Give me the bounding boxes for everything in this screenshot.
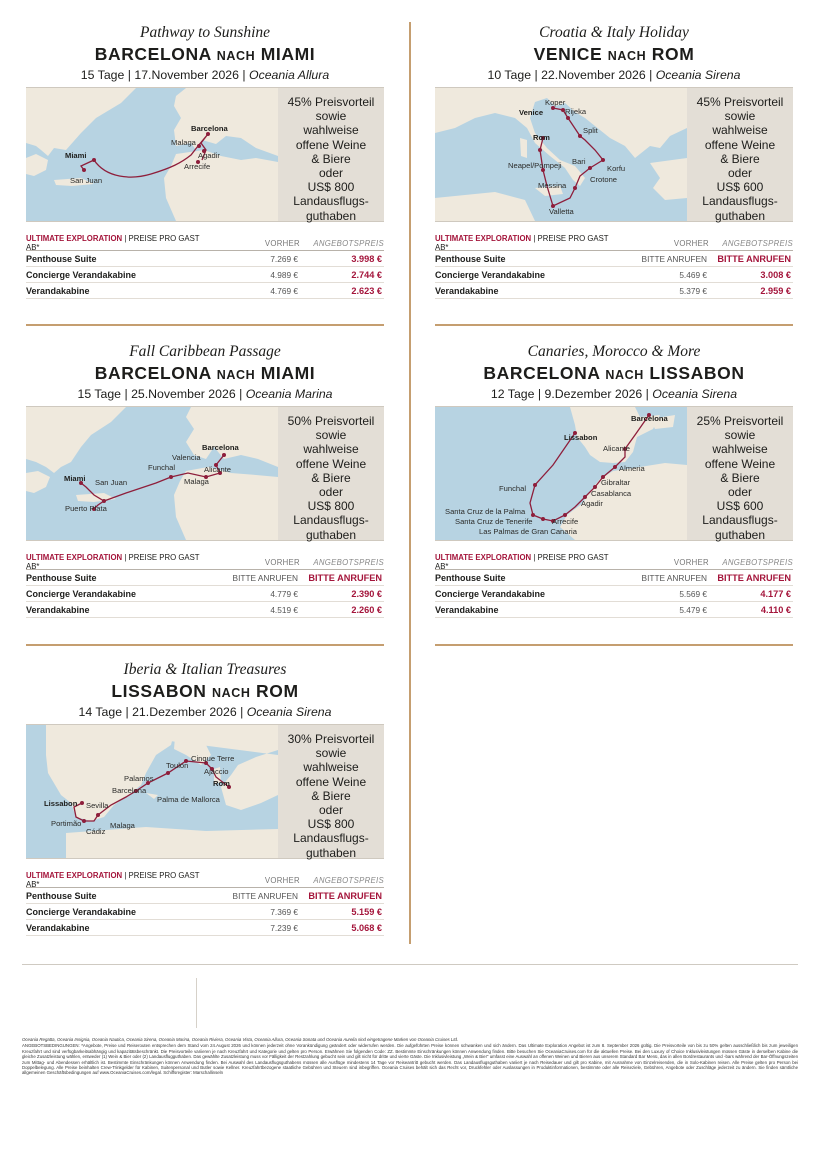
port-label: Miami <box>65 151 87 160</box>
cabin-name: Concierge Verandakabine <box>26 588 137 599</box>
cruise-card <box>26 24 384 299</box>
price-angebot: BITTE ANRUFEN <box>308 890 382 901</box>
port-label: Las Palmas de Gran Canaria <box>479 527 577 536</box>
offer-line: & Biere <box>311 470 351 485</box>
col-angebotspreis: ANGEBOTSPREIS <box>722 557 793 567</box>
col-vorher: VORHER <box>264 557 300 567</box>
port-label: Malaga <box>171 138 196 147</box>
legal-footer <box>22 1037 798 1076</box>
port-label: Venice <box>519 108 544 117</box>
port-label: Funchal <box>499 484 527 493</box>
date: 25.November 2026 <box>131 387 236 401</box>
price-angebot: 2.623 € <box>351 285 382 296</box>
price-angebot: 3.008 € <box>760 269 791 280</box>
port-label: Gibraltar <box>601 478 631 487</box>
price-table <box>435 236 793 299</box>
duration: 12 Tage <box>490 387 535 401</box>
port-label: Neapel/Pompeji <box>508 161 562 170</box>
port-label: Alicante <box>603 444 631 453</box>
col-vorher: VORHER <box>673 238 709 248</box>
price-angebot: BITTE ANRUFEN <box>717 253 791 264</box>
cruise-card <box>435 24 793 299</box>
route-to: MIAMI <box>260 363 316 383</box>
port-label: Arrecife <box>552 517 579 526</box>
cabin-name: Verandakabine <box>26 285 90 296</box>
price-vorher: 7.239 € <box>270 922 298 933</box>
offer-line: guthaben <box>305 208 357 223</box>
offer-line: 50% Preisvorteil <box>287 414 375 428</box>
cruise-card <box>26 661 384 936</box>
offer-line: Landausflugs- <box>702 194 778 209</box>
port-label: Agadir <box>198 151 220 160</box>
footer-mark <box>196 978 197 1028</box>
offer-line: offene Weine <box>295 456 367 471</box>
price-vorher: 5.479 € <box>679 604 707 615</box>
offer-line: Landausflugs- <box>702 513 778 528</box>
port-label: Agadir <box>581 499 603 508</box>
ultimate-label: ULTIMATE EXPLORATION <box>435 234 532 243</box>
port-label: Valencia <box>172 453 201 462</box>
price-angebot: BITTE ANRUFEN <box>717 572 791 583</box>
offer-line: US$ 800 <box>307 817 355 832</box>
price-table <box>26 236 384 299</box>
duration: 15 Tage <box>80 68 125 82</box>
route-from: BARCELONA <box>483 363 600 383</box>
offer-line: oder <box>318 166 344 181</box>
price-vorher: 4.989 € <box>270 269 298 280</box>
offer-line: offene Weine <box>295 774 367 789</box>
price-vorher: BITTE ANRUFEN <box>641 253 707 264</box>
port-label: Puerto Plata <box>65 504 107 513</box>
duration: 10 Tage <box>487 68 532 82</box>
offer-line: & Biere <box>311 788 351 803</box>
offer-line: oder <box>727 166 753 181</box>
price-row <box>435 251 793 267</box>
price-angebot: 3.998 € <box>351 253 382 264</box>
price-table-header <box>435 236 793 251</box>
route-nach: NACH <box>216 368 256 382</box>
port-label: Bari <box>572 157 586 166</box>
cruise-meta: 15 Tage | 17.November 2026 | Oceania Allura <box>80 68 330 82</box>
price-vorher: 5.569 € <box>679 588 707 599</box>
price-vorher: 5.469 € <box>679 269 707 280</box>
port-label: Cinque Terre <box>191 754 235 763</box>
offer-line: guthaben <box>305 845 357 860</box>
offer-line: Landausflugs- <box>293 831 369 846</box>
offer-line: 45% Preisvorteil <box>287 95 375 109</box>
cruise-route <box>435 362 793 386</box>
price-table <box>435 555 793 618</box>
offer-line: oder <box>318 803 344 818</box>
port-label: Lissabon <box>44 799 78 808</box>
port-label: Santa Cruz de la Palma <box>445 507 526 516</box>
duration: 15 Tage <box>77 387 122 401</box>
row-divider <box>435 644 793 646</box>
port-label: Sevilla <box>86 801 109 810</box>
col-angebotspreis: ANGEBOTSPREIS <box>313 238 384 248</box>
price-row <box>435 586 793 602</box>
port-label: Toulon <box>166 761 189 770</box>
price-vorher: BITTE ANRUFEN <box>641 572 707 583</box>
offer-line: sowie <box>315 109 347 124</box>
port-label: Messina <box>538 181 567 190</box>
port-label: Palma de Mallorca <box>157 795 220 804</box>
price-header-label: | PREISE PRO GAST AB* <box>26 871 200 889</box>
port-label: Casablanca <box>591 489 632 498</box>
ship-name: Oceania Allura <box>249 68 330 82</box>
footer-rule <box>22 964 798 965</box>
port-label: Korfu <box>607 164 626 173</box>
port-label: San Juan <box>70 176 103 185</box>
port-label: Lissabon <box>564 433 598 442</box>
cabin-name: Concierge Verandakabine <box>435 269 546 280</box>
price-angebot: 2.260 € <box>351 604 382 615</box>
offer-line: sowie <box>724 428 756 443</box>
route-nach: NACH <box>216 49 256 63</box>
port-label: Miami <box>64 474 86 483</box>
price-row <box>26 251 384 267</box>
offer-line: guthaben <box>714 208 766 223</box>
footer-conditions: ANGEBOTSBEDINGUNGEN: *Angebote, Preise und Reiserouten entsprechen dem Stand vom 24.August 2026 und können jederzeit ohne Vorankündigung geändert oder widerrufen werden. Die aufgeführten Preise können schwanken und sich ändern. Das Ultimate Exploration Angebot ist zum 8. September 2026 gültig. Die Preisvorteile von bis zu 50% gelten ausschließlich bis zum jeweiligen Kreuzfahrt und sind verfügbarkeitsabhängig und kapazitätsbeschränkt. Die Preisvorteile variieren je nach Kreuzfahrt und Kategorie und gelten pro Person. Erwähnen Sie folgenden Code: ZZ. Bestimmte Einschränkungen können Anwendung finden. Bitte besuchen Sie OceaniaCruises.com für die aktuellen Preise. Bei den Luxury of Choice Inklusivleistungen müssen Gäste in derselben Kabine die gleiche Zusatzleistung wählen, entweder (1) Wein & Bier oder (2) Landausflugguthaben. Das gewählte Zusatzleistung muss vor Fälligkeit der Restzahlung gebucht sein und gilt nicht für dritte und vierte Gäste. Die Inklusivleistung „Wein & Bier“ umfasst eine Auswahl an offenen Weinen und Bieren aus unserem Standard Bar Menü, das in allen Bordrestaurants und -bars während der Bar-Öffnungszeiten zum Mittag- und Abendessen erhältlich ist. Bestimmte Einschränkungen können Anwendung finden. Bei Auswahl des Landausflugsguthabens müssen alle Ausflüge mindestens 14 Tage vor Reiseantritt gebucht werden. Das Landausflugsguthaben variiert je nach Reisedauer und gilt pro Kabine, mit Ausnahme von Einzelreisenden, die in Solo-Kabinen reisen. Alle Preise gelten pro Person bei Doppelbelegung. Alle Preise beinhalten Crew-Trinkgelder für Kabinen, Suitenpersonal und Butler sowie Kellner. Kreuzfahrtbezogene staatliche Gebühren und Steuern sind inbegriffen. Oceania Cruises behält sich das Recht vor, Druckfehler oder Auslassungen in Produktinformationen, bestimmte oder alle Reiseziele, Gebühren, Angebote oder Zuschläge jederzeit zu ändern. Sie finden sämtliche allgemeinen Geschäftsbedingungen auf www.OceaniaCruises.com/legal. Schiffsregister: Marschallinseln <box>22 1043 798 1076</box>
cruise-subtitle: Pathway to Sunshine <box>139 24 271 41</box>
row-divider <box>26 324 384 326</box>
price-header-label: | PREISE PRO GAST AB* <box>26 553 200 571</box>
cabin-name: Penthouse Suite <box>435 253 506 264</box>
route-nach: NACH <box>605 368 644 382</box>
route-to: LISSABON <box>649 363 745 383</box>
offer-line: sowie <box>315 746 347 761</box>
port-label: Rom <box>213 779 230 788</box>
offer-line: offene Weine <box>704 456 776 471</box>
price-row <box>26 904 384 920</box>
price-table <box>26 873 384 936</box>
offer-line: wahlweise <box>712 123 768 138</box>
port-label: Barcelona <box>631 414 668 423</box>
price-row <box>26 602 384 618</box>
offer-line: US$ 800 <box>307 499 355 514</box>
price-row <box>435 283 793 299</box>
offer-line: guthaben <box>714 527 766 542</box>
port-label: Almeria <box>619 464 645 473</box>
offer-line: offene Weine <box>704 137 776 152</box>
offer-text <box>278 88 384 221</box>
col-angebotspreis: ANGEBOTSPREIS <box>313 557 384 567</box>
cruise-subtitle: Fall Caribbean Passage <box>129 343 281 360</box>
price-row <box>435 267 793 283</box>
offer-line: oder <box>318 485 344 500</box>
ultimate-label: ULTIMATE EXPLORATION <box>435 553 532 562</box>
price-vorher: 7.269 € <box>270 253 298 264</box>
date: 17.November 2026 <box>134 68 239 82</box>
col-vorher: VORHER <box>673 557 709 567</box>
ship-name: Oceania Sirena <box>246 705 332 719</box>
map-offer-box <box>435 406 793 541</box>
ultimate-label: ULTIMATE EXPLORATION <box>26 234 123 243</box>
cabin-name: Penthouse Suite <box>26 572 97 583</box>
port-label: Malaga <box>110 821 135 830</box>
cruise-route <box>26 43 384 67</box>
ship-name: Oceania Sirena <box>652 387 738 401</box>
price-table-header <box>435 555 793 570</box>
offer-line: sowie <box>724 109 756 124</box>
port-label: Malaga <box>184 477 209 486</box>
price-vorher: BITTE ANRUFEN <box>232 890 298 901</box>
cruise-subtitle: Croatia & Italy Holiday <box>539 24 689 41</box>
port-label: Barcelona <box>112 786 147 795</box>
offer-line: sowie <box>315 428 347 443</box>
ultimate-label: ULTIMATE EXPLORATION <box>26 871 123 880</box>
price-table-header <box>26 873 384 888</box>
offer-line: US$ 800 <box>307 180 355 195</box>
port-label: Cádiz <box>86 827 106 836</box>
offer-line: Landausflugs- <box>293 513 369 528</box>
duration: 14 Tage <box>78 705 123 719</box>
price-row <box>26 570 384 586</box>
route-map <box>435 88 687 221</box>
cabin-name: Verandakabine <box>26 922 90 933</box>
col-vorher: VORHER <box>264 875 300 885</box>
port-label: Valletta <box>549 207 574 216</box>
offer-text <box>687 407 793 540</box>
date: 21.Dezember 2026 <box>132 705 237 719</box>
offer-line: 25% Preisvorteil <box>696 414 784 428</box>
map-offer-box <box>435 87 793 222</box>
map-offer-box <box>26 87 384 222</box>
offer-line: wahlweise <box>303 442 359 457</box>
ultimate-label: ULTIMATE EXPLORATION <box>26 553 123 562</box>
ship-name: Oceania Marina <box>245 387 333 401</box>
date: 22.November 2026 <box>541 68 646 82</box>
price-angebot: 4.177 € <box>760 588 791 599</box>
price-row <box>435 602 793 618</box>
port-label: San Juan <box>95 478 128 487</box>
cruise-route <box>26 680 384 704</box>
price-row <box>435 570 793 586</box>
route-to: ROM <box>651 44 695 64</box>
offer-line: & Biere <box>720 151 760 166</box>
price-table-header <box>26 555 384 570</box>
offer-line: wahlweise <box>303 123 359 138</box>
price-angebot: 5.159 € <box>351 906 382 917</box>
port-label: Rom <box>533 133 550 142</box>
row-divider <box>435 324 793 326</box>
price-row <box>26 283 384 299</box>
price-vorher: 4.519 € <box>270 604 298 615</box>
offer-line: US$ 600 <box>716 180 764 195</box>
cruise-meta: 12 Tage | 9.Dezember 2026 | Oceania Sirena <box>490 387 738 401</box>
port-label: Rijeka <box>565 107 587 116</box>
port-label: Alicante <box>204 465 232 474</box>
offer-line: wahlweise <box>712 442 768 457</box>
offer-text <box>687 88 793 221</box>
port-label: Barcelona <box>202 443 239 452</box>
port-label: Ajaccio <box>204 767 229 776</box>
offer-line: 45% Preisvorteil <box>696 95 784 109</box>
cruise-subtitle: Canaries, Morocco & More <box>527 343 701 360</box>
cruise-card <box>26 343 384 618</box>
price-header-label: | PREISE PRO GAST AB* <box>26 234 200 252</box>
cruise-route <box>435 43 793 67</box>
port-label: Santa Cruz de Tenerife <box>455 517 533 526</box>
price-vorher: 5.379 € <box>679 285 707 296</box>
route-from: BARCELONA <box>94 363 212 383</box>
cruise-route <box>26 362 384 386</box>
price-angebot: BITTE ANRUFEN <box>308 572 382 583</box>
price-angebot: 4.110 € <box>760 604 791 615</box>
col-angebotspreis: ANGEBOTSPREIS <box>722 238 793 248</box>
price-row <box>26 267 384 283</box>
route-to: ROM <box>256 681 299 701</box>
route-map <box>26 725 278 858</box>
price-table-header <box>26 236 384 251</box>
price-angebot: 2.744 € <box>351 269 382 280</box>
col-angebotspreis: ANGEBOTSPREIS <box>313 875 384 885</box>
port-label: Split <box>583 126 598 135</box>
offer-line: oder <box>727 485 753 500</box>
route-from: LISSABON <box>111 681 207 701</box>
port-label: Arrecife <box>184 162 211 171</box>
cruise-subtitle: Iberia & Italian Treasures <box>123 661 287 678</box>
offer-line: Landausflugs- <box>293 194 369 209</box>
price-table <box>26 555 384 618</box>
price-vorher: 7.369 € <box>270 906 298 917</box>
price-angebot: 2.959 € <box>760 285 791 296</box>
offer-line: wahlweise <box>303 760 359 775</box>
cabin-name: Verandakabine <box>435 285 499 296</box>
row-divider <box>26 644 384 646</box>
port-label: Koper <box>545 98 566 107</box>
port-label: Portimão <box>51 819 82 828</box>
cruise-meta: 10 Tage | 22.November 2026 | Oceania Sirena <box>487 68 741 82</box>
price-header-label: | PREISE PRO GAST AB* <box>435 234 609 252</box>
cabin-name: Penthouse Suite <box>26 253 97 264</box>
port-label: Barcelona <box>191 124 228 133</box>
cruise-card <box>435 343 793 618</box>
cabin-name: Verandakabine <box>26 604 90 615</box>
port-label: Palamos <box>124 774 154 783</box>
port-label: Funchal <box>148 463 176 472</box>
offer-line: & Biere <box>311 151 351 166</box>
route-from: BARCELONA <box>94 44 212 64</box>
cabin-name: Penthouse Suite <box>435 572 506 583</box>
footer-brands: Oceania Regatta, Oceania Insignia, Oceania Nautica, Oceania Sirena, Oceania Marina, Oceania Riviera, Oceania Vista, Oceania Allura, Oceania Sonata und Oceania Aurelia sind eingetragene Marken von Oceania Cruises Ltd. <box>22 1037 459 1042</box>
price-vorher: 4.769 € <box>270 285 298 296</box>
cabin-name: Penthouse Suite <box>26 890 97 901</box>
price-angebot: 5.068 € <box>351 922 382 933</box>
cabin-name: Verandakabine <box>435 604 499 615</box>
offer-text <box>278 725 384 858</box>
offer-line: & Biere <box>720 470 760 485</box>
cruise-meta: 14 Tage | 21.Dezember 2026 | Oceania Sirena <box>78 705 332 719</box>
price-row <box>26 888 384 904</box>
map-offer-box <box>26 406 384 541</box>
cruise-meta: 15 Tage | 25.November 2026 | Oceania Marina <box>77 387 333 401</box>
price-row <box>26 920 384 936</box>
col-vorher: VORHER <box>264 238 300 248</box>
route-to: MIAMI <box>260 44 316 64</box>
offer-line: 30% Preisvorteil <box>287 732 375 746</box>
cabin-name: Concierge Verandakabine <box>26 906 137 917</box>
cabin-name: Concierge Verandakabine <box>26 269 137 280</box>
column-divider <box>409 22 411 944</box>
route-nach: NACH <box>607 49 647 63</box>
price-vorher: BITTE ANRUFEN <box>232 572 298 583</box>
price-row <box>26 586 384 602</box>
price-angebot: 2.390 € <box>351 588 382 599</box>
offer-line: guthaben <box>305 527 357 542</box>
cabin-name: Concierge Verandakabine <box>435 588 546 599</box>
route-from: VENICE <box>533 44 603 64</box>
date: 9.Dezember 2026 <box>544 387 643 401</box>
price-vorher: 4.779 € <box>270 588 298 599</box>
price-header-label: | PREISE PRO GAST AB* <box>435 553 609 571</box>
offer-line: offene Weine <box>295 137 367 152</box>
offer-line: US$ 600 <box>716 499 764 514</box>
offer-text <box>278 407 384 540</box>
port-label: Crotone <box>590 175 618 184</box>
ship-name: Oceania Sirena <box>655 68 741 82</box>
route-nach: NACH <box>212 686 251 700</box>
route-map <box>26 88 278 221</box>
map-offer-box <box>26 724 384 859</box>
